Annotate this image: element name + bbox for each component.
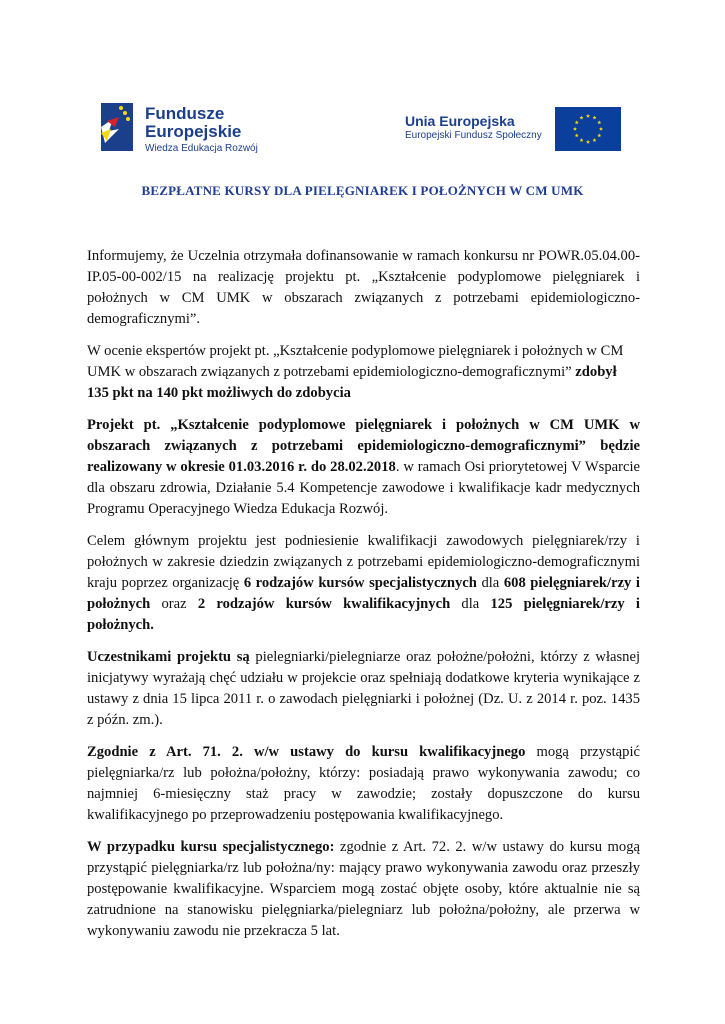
paragraph-qualification-text: mogą przystąpić pielęgniarka/rz lub położna/położny, którzy: posiadają prawo wykonywania zawodu; co najmniej 6-miesięczny staż pracy w zawodzie; zostały dopuszczone do kursu kwalifikacyjnego po przeprowadzeniu postępowania kwalifikacyjnego. [87, 744, 640, 823]
fe-logo-line1: Fundusze [145, 104, 225, 123]
eu-flag-icon [555, 107, 621, 151]
eu-logo-text [405, 113, 542, 143]
goal-bold-4: 125 pielęgniarek/rzy i położnych. [87, 596, 640, 633]
paragraph-evaluation-text: W ocenie ekspertów projekt pt. „Kształcenie podyplomowe pielęgniarek i położnych w CM UMK w obszarach związanych z potrzebami epidemiologiczno-demograficznymi” [87, 343, 624, 380]
fe-logo-text [145, 105, 258, 156]
eu-logo-line2: Europejski Fundusz Społeczny [405, 130, 542, 141]
paragraph-participants-bold: Uczestnikami projektu są [87, 649, 250, 665]
eu-logo-line1: Unia Europejska [405, 113, 515, 129]
paragraph-evaluation-score: zdobył 135 pkt na 140 pkt możliwych do zdobycia [87, 364, 617, 401]
paragraph-project-period-bold: Projekt pt. „Kształcenie podyplomowe pielęgniarek i położnych w CM UMK w obszarach związanych z potrzebami epidemiologiczno-demograficznymi” będzie realizowany w okresie 01.03.2016 r. do 28.02.2018 [87, 417, 640, 475]
document-body [87, 246, 640, 953]
goal-bold-2: 608 pielęgniarek/rzy i położnych [87, 575, 640, 612]
fe-logo-line3: Wiedza Edukacja Rozwój [145, 143, 258, 154]
goal-text-1: Celem głównym projektu jest podniesienie kwalifikacji zawodowych pielęgniarek/rzy i położnych w zakresie dziedzin związanych z potrzebami epidemiologiczno-demograficznymi kraju poprzez organizację [87, 533, 640, 591]
paragraph-evaluation [87, 341, 640, 404]
paragraph-project-goal [87, 531, 640, 636]
fe-logo-line2: Europejskie [145, 122, 242, 141]
page-title: BEZPŁATNE KURSY DLA PIELĘGNIAREK I POŁOŻNYCH W CM UMK [141, 183, 584, 198]
paragraph-funding: Informujemy, że Uczelnia otrzymała dofinansowanie w ramach konkursu nr POWR.05.04.00-IP.05-00-002/15 na realizację projektu pt. „Kształcenie podyplomowe pielęgniarek i położnych w CM UMK w obszarach związanych z potrzebami epidemiologiczno-demograficznymi”. [87, 248, 640, 327]
fundusze-europejskie-logo [97, 99, 277, 159]
fundusze-europejskie-mark-icon [97, 99, 141, 155]
paragraph-specialist-text: zgodnie z Art. 72. 2. w/w ustawy do kursu mogą przystąpić pielęgniarka/rz lub położna/ny: mający prawo wykonywania zawodu oraz przeszły postępowanie kwalifikacyjne. Wsparciem mogą zostać objęte osoby, które aktualnie nie są zatrudnione na stanowisku pielęgniarka/pielegniarz lub położna/położny, ale przerwa w wykonywaniu zawodu nie przekracza 5 lat. [87, 839, 640, 939]
goal-text-4: dla [450, 596, 491, 612]
paragraph-qualification-bold: Zgodnie z Art. 71. 2. w/w ustawy do kursu kwalifikacyjnego [87, 744, 526, 760]
paragraph-qualification-course [87, 742, 640, 826]
paragraph-specialist-bold: W przypadku kursu specjalistycznego: [87, 839, 335, 855]
goal-text-2: dla [476, 575, 504, 591]
header-logos [0, 95, 725, 165]
paragraph-participants [87, 647, 640, 731]
goal-text-3: oraz [150, 596, 198, 612]
paragraph-project-period-text: . w ramach Osi priorytetowej V Wsparcie dla obszaru zdrowia, Działanie 5.4 Kompetencje zawodowe i kwalifikacje kadr medycznych Programu Operacyjnego Wiedza Edukacja Rozwój. [87, 459, 640, 517]
paragraph-specialist-course [87, 837, 640, 942]
paragraph-project-period [87, 415, 640, 520]
paragraph-participants-text: pielegniarki/pielegniarze oraz położne/położni, którzy z własnej inicjatywy wyrażają chęć udziału w projekcie oraz spełniają dodatkowe kryteria wynikające z ustawy z dnia 15 lipca 2011 r. o zawodach pielęgniarki i położnej (Dz. U. z 2014 r. poz. 1435 z późn. zm.). [87, 649, 640, 728]
goal-bold-1: 6 rodzajów kursów specjalistycznych [243, 575, 477, 591]
goal-bold-3: 2 rodzajów kursów kwalifikacyjnych [197, 596, 451, 612]
